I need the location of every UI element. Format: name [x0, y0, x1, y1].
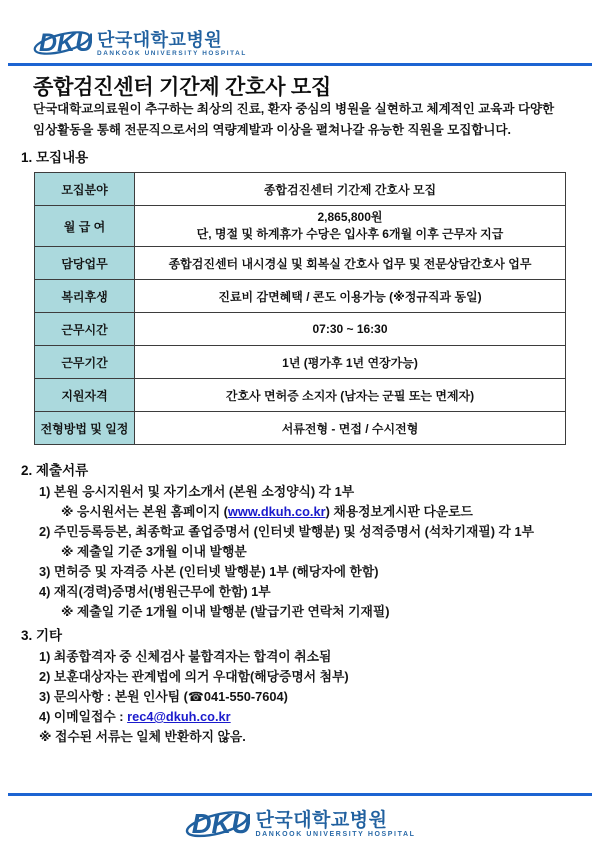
intro-paragraph [33, 99, 567, 141]
list-item: 2) 주민등록등본, 최종학교 졸업증명서 (인터넷 발행분) 및 성적증명서 (석차기재필) 각 1부 [39, 524, 534, 539]
hospital-name-en: DANKOOK UNIVERSITY HOSPITAL [255, 831, 416, 838]
row-value: 1년 (평가후 1년 연장가능) [135, 346, 566, 379]
list-item-note [61, 502, 582, 522]
row-value: 종합검진센터 내시경실 및 회복실 간호사 업무 및 전문상담간호사 업무 [135, 247, 566, 280]
dku-logo-icon [184, 801, 250, 848]
note-suffix: ) 채용정보게시판 다운로드 [325, 504, 473, 519]
dku-logo-icon [32, 22, 92, 65]
row-label: 지원자격 [35, 379, 135, 412]
list-item: 3) 문의사항 : 본원 인사팀 (☎041-550-7604) [39, 689, 288, 704]
dku-mark-text: DKU [39, 29, 92, 57]
section-2-heading: 2. 제출서류 [21, 463, 89, 478]
list-item-note: ※ 제출일 기준 1개월 이내 발행분 (발급기관 연락처 기재필) [61, 604, 390, 619]
row-value: 진료비 감면혜택 / 콘도 이용가능 (※정규직과 동일) [135, 280, 566, 313]
row-value: 07:30 ~ 16:30 [135, 313, 566, 346]
homepage-link[interactable]: www.dkuh.co.kr [227, 504, 326, 519]
footer-logo [0, 801, 600, 848]
header-logo [32, 22, 247, 65]
section-1-heading: 1. 모집내용 [21, 150, 89, 165]
section-3-heading: 3. 기타 [21, 628, 63, 643]
row-value: 종합검진센터 기간제 간호사 모집 [135, 173, 566, 206]
table-row-salary [35, 206, 566, 247]
section-1 [21, 146, 582, 166]
dku-mark-text: DKU [192, 808, 251, 839]
row-label: 복리후생 [35, 280, 135, 313]
list-item: 4) 재직(경력)증명서(병원근무에 한함) 1부 [39, 584, 271, 599]
row-label: 월 급 여 [35, 206, 135, 247]
intro-line-1: 단국대학교의료원이 추구하는 최상의 진료, 환자 중심의 병원을 실현하고 체계적인 교육과 다양한 [33, 102, 555, 116]
list-item-note: ※ 접수된 서류는 일체 반환하지 않음. [39, 729, 246, 744]
row-label: 담당업무 [35, 247, 135, 280]
intro-line-2: 임상활동을 통해 전문직으로서의 역량계발과 이상을 펼쳐나갈 유능한 직원을 모집합니다. [33, 123, 512, 137]
row-label: 모집분야 [35, 173, 135, 206]
list-item: 1) 최종합격자 중 신체검사 불합격자는 합격이 취소됨 [39, 649, 332, 664]
row-label: 근무기간 [35, 346, 135, 379]
top-divider [8, 63, 592, 66]
email-link[interactable]: rec4@dkuh.co.kr [127, 709, 231, 724]
page-title: 종합검진센터 기간제 간호사 모집 [33, 76, 332, 99]
section-2 [21, 459, 582, 622]
list-item [39, 707, 582, 727]
row-label: 근무시간 [35, 313, 135, 346]
list-item-note: ※ 제출일 기준 3개월 이내 발행분 [61, 544, 247, 559]
table-row-hours [35, 313, 566, 346]
table-row-benefits [35, 280, 566, 313]
row-value: 서류전형 - 면접 / 수시전형 [135, 412, 566, 445]
list-item: 1) 본원 응시지원서 및 자기소개서 (본원 소정양식) 각 1부 [39, 484, 355, 499]
hospital-name-kr: 단국대학교병원 [255, 810, 388, 831]
salary-note: 단, 명절 및 하계휴가 수당은 입사후 6개월 이후 근무자 지급 [196, 227, 504, 241]
bottom-divider [8, 793, 592, 796]
table-row-period [35, 346, 566, 379]
row-value [135, 206, 566, 247]
list-item: 3) 면허증 및 자격증 사본 (인터넷 발행분) 1부 (해당자에 한함) [39, 564, 379, 579]
row-value: 간호사 면허증 소지자 (남자는 군필 또는 면제자) [135, 379, 566, 412]
table-row-field [35, 173, 566, 206]
note-prefix: ※ 응시원서는 본원 홈페이지 ( [61, 504, 228, 519]
email-label: 4) 이메일접수 : [39, 709, 128, 724]
list-item: 2) 보훈대상자는 관계법에 의거 우대함(해당증명서 첨부) [39, 669, 349, 684]
salary-amount: 2,865,800원 [317, 210, 383, 224]
table-row-process [35, 412, 566, 445]
hospital-name-en: DANKOOK UNIVERSITY HOSPITAL [97, 49, 247, 57]
row-label: 전형방법 및 일정 [35, 412, 135, 445]
section-3 [21, 624, 582, 747]
recruitment-table [34, 172, 566, 445]
table-row-duties [35, 247, 566, 280]
table-row-qualification [35, 379, 566, 412]
hospital-name-kr: 단국대학교병원 [97, 29, 223, 50]
